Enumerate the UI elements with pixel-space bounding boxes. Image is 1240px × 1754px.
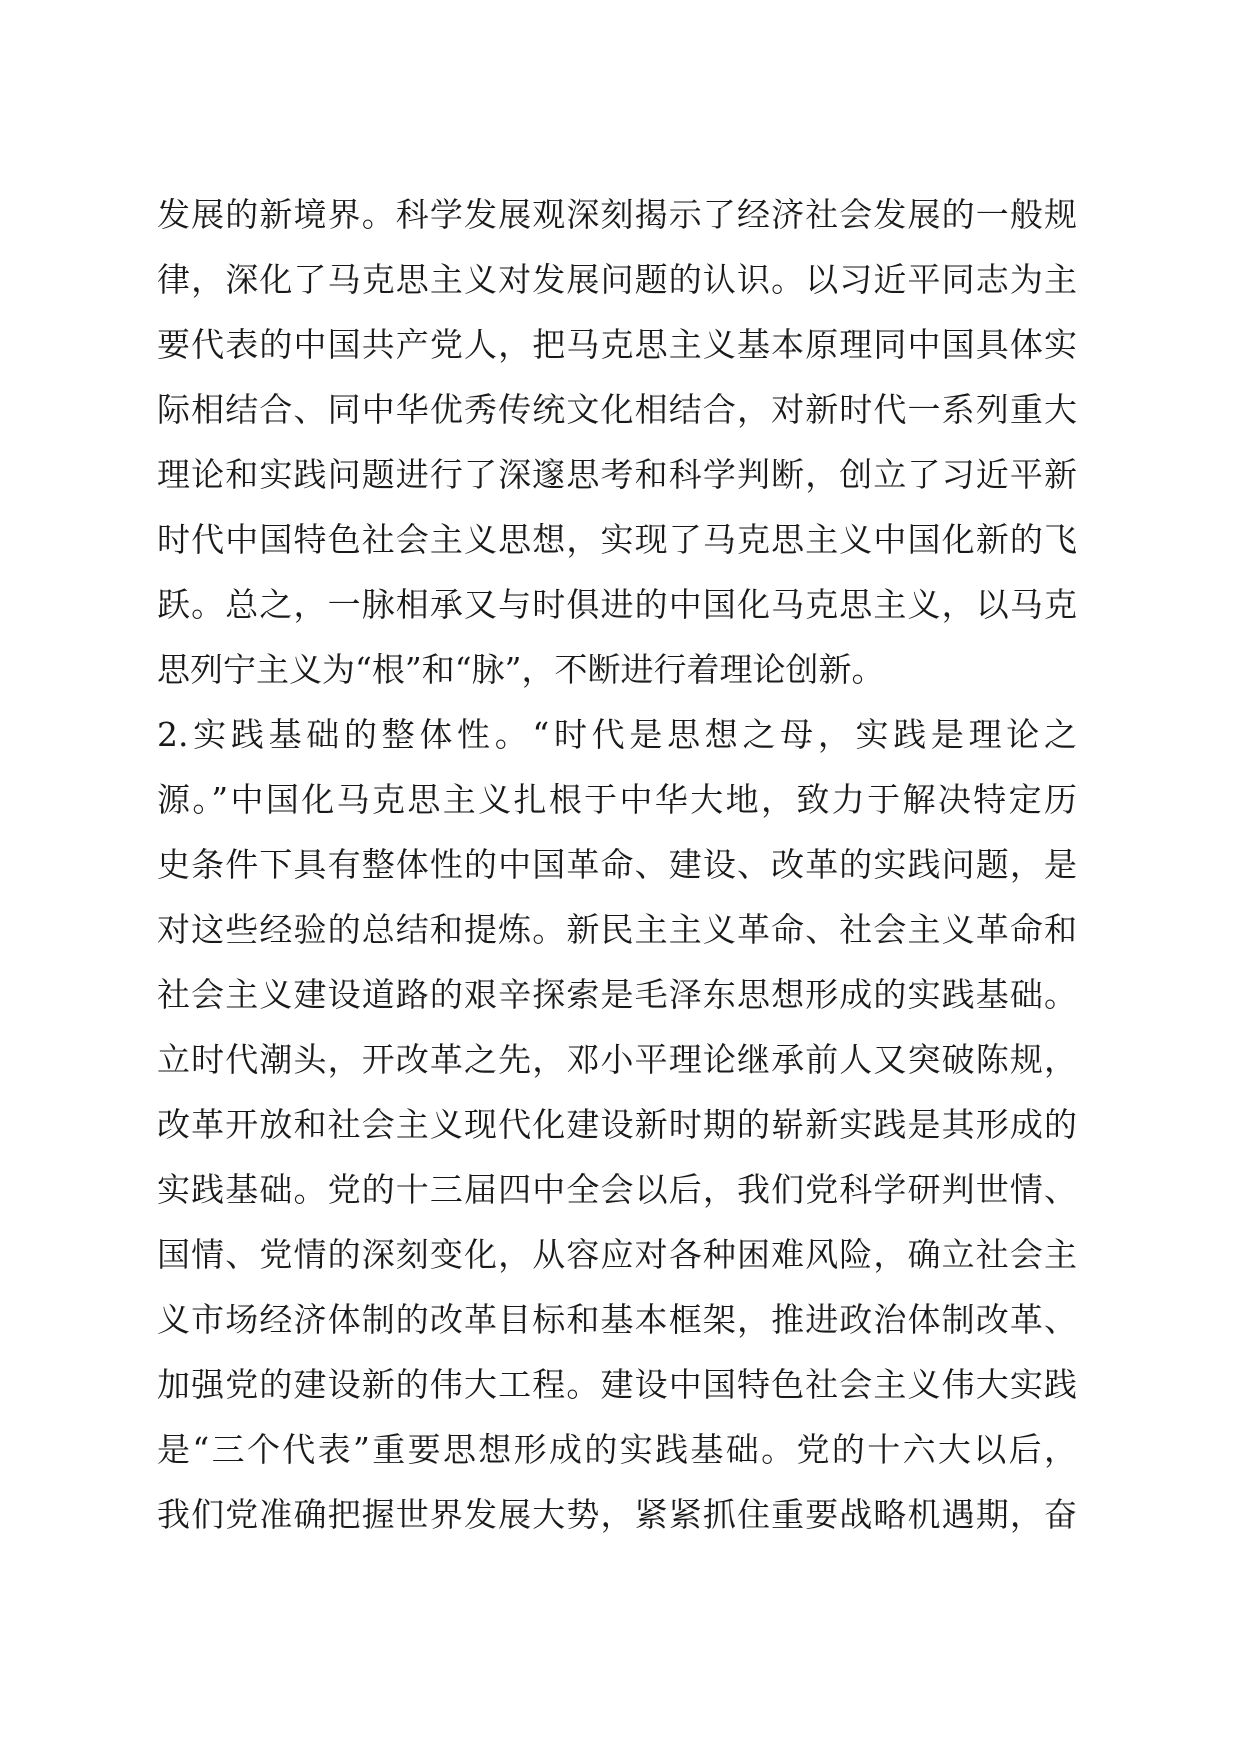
text-line: 发展的新境界。科学发展观深刻揭示了经济社会发展的一般规 bbox=[157, 195, 1077, 234]
text-line: 理论和实践问题进行了深邃思考和科学判断，创立了习近平新 bbox=[157, 455, 1077, 494]
body-text bbox=[157, 182, 1077, 1547]
text-line: 史条件下具有整体性的中国革命、建设、改革的实践问题，是 bbox=[157, 845, 1077, 884]
text-line: 思列宁主义为“根”和“脉”，不断进行着理论创新。 bbox=[157, 650, 885, 689]
paragraph-continuation bbox=[157, 182, 1077, 702]
text-line: 源。”中国化马克思主义扎根于中华大地，致力于解决特定历 bbox=[157, 780, 1077, 819]
text-line: 要代表的中国共产党人，把马克思主义基本原理同中国具体实 bbox=[157, 325, 1077, 364]
text-line: 社会主义建设道路的艰辛探索是毛泽东思想形成的实践基础。 bbox=[157, 975, 1077, 1014]
paragraph-practice-basis bbox=[157, 702, 1077, 1547]
text-line: 实践基础。党的十三届四中全会以后，我们党科学研判世情、 bbox=[157, 1170, 1077, 1209]
text-line: 加强党的建设新的伟大工程。建设中国特色社会主义伟大实践 bbox=[157, 1365, 1077, 1404]
text-line: 改革开放和社会主义现代化建设新时期的崭新实践是其形成的 bbox=[157, 1105, 1077, 1144]
text-line: 是“三个代表”重要思想形成的实践基础。党的十六大以后， bbox=[157, 1430, 1077, 1469]
text-line: 国情、党情的深刻变化，从容应对各种困难风险，确立社会主 bbox=[157, 1235, 1077, 1274]
text-line: 跃。总之，一脉相承又与时俱进的中国化马克思主义，以马克 bbox=[157, 585, 1077, 624]
text-line: 立时代潮头，开改革之先，邓小平理论继承前人又突破陈规， bbox=[157, 1040, 1077, 1079]
text-line: 对这些经验的总结和提炼。新民主主义革命、社会主义革命和 bbox=[157, 910, 1077, 949]
text-line: 律，深化了马克思主义对发展问题的认识。以习近平同志为主 bbox=[157, 260, 1077, 299]
text-line: 义市场经济体制的改革目标和基本框架，推进政治体制改革、 bbox=[157, 1300, 1077, 1339]
text-line: 我们党准确把握世界发展大势，紧紧抓住重要战略机遇期，奋 bbox=[157, 1495, 1077, 1534]
text-line: 2.实践基础的整体性。“时代是思想之母，实践是理论之 bbox=[157, 715, 1077, 754]
text-line: 际相结合、同中华优秀传统文化相结合，对新时代一系列重大 bbox=[157, 390, 1077, 429]
text-line: 时代中国特色社会主义思想，实现了马克思主义中国化新的飞 bbox=[157, 520, 1077, 559]
